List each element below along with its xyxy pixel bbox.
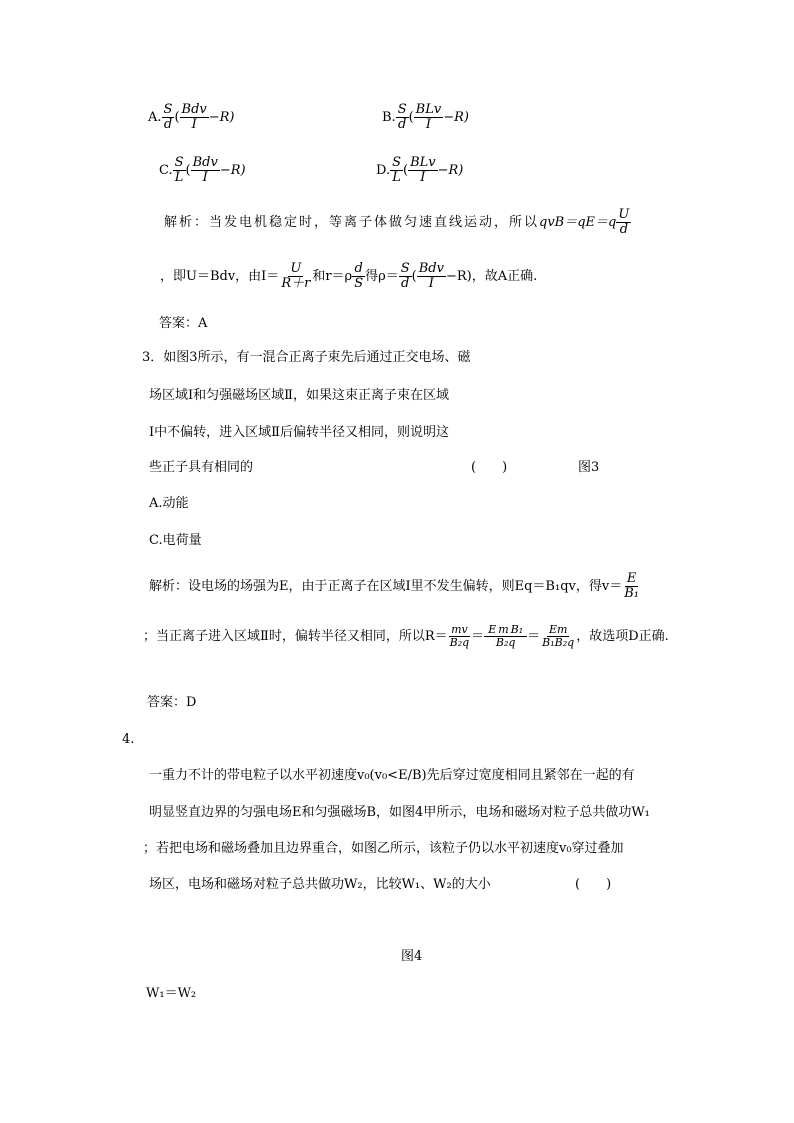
fraction: $\frac{d}{S}$ [354,261,364,291]
fraction: $\frac{E}{\text{B₁}}$ [624,571,639,601]
fraction: $\frac{\text{Bdv}}{I}$ [192,155,218,185]
fraction: $\frac{S}{L}$ [392,155,401,185]
q3-analysis-line-2: ；当正离子进入区域Ⅱ时，偏转半径又相同，所以R＝ $\frac{mv}{\text{B₂q}}$ ＝ E m B₁ B₂q ＝ $\frac{Em}{\text{B₁B₂q}}$ ，故选项D正确. [143,623,669,649]
q4-figure-label: 图4 [401,949,423,964]
fraction: $\frac{\text{BLv}}{I}$ [415,102,442,132]
fraction: $\frac{S}{d}$ [163,102,173,132]
fraction: $\frac{S}{L}$ [174,155,184,185]
fraction: E m B₁ B₂q [484,624,527,648]
fraction: $\frac{\text{Bdv}}{I}$ [181,102,207,132]
fraction: E [488,623,497,637]
fraction: $\frac{S}{d}$ [397,102,407,132]
q4-number: 4. [122,732,135,747]
q3-option-a: A.动能 [149,496,189,511]
answer-q2: 答案：A [159,316,208,331]
q3-line-4: 些正子具有相同的 [149,460,254,475]
option-a: A. $\frac{S}{d}$ ( $\frac{\text{Bdv}}{I}$ −R) [148,102,235,132]
option-c: C. $\frac{S}{L}$ ( $\frac{\text{Bdv}}{I}$ −R) [159,155,246,185]
q3-option-c: C.电荷量 [149,533,202,548]
q4-line-3: ；若把电场和磁场叠加且边界重合，如图乙所示，该粒子仍以水平初速度v₀穿过叠加 [143,841,624,856]
answer-q3: 答案：D [147,695,197,710]
fraction: $\frac{mv}{\text{B₂q}}$ [449,623,470,649]
fraction: B₁ [510,623,524,637]
q4-line-1: 一重力不计的带电粒子以水平初速度v₀(v₀<E/B)先后穿过宽度相同且紧邻在一起的有 [149,768,635,783]
q3-line-1: 3．如图3所示，有一混合正离子束先后通过正交电场、磁 [142,350,471,365]
fraction: $\frac{S}{d}$ [400,261,410,291]
fraction: $\frac{U}{R+r}$ [281,261,311,291]
q3-line-2: 场区域Ⅰ和匀强磁场区域Ⅱ，如果这束正离子束在区域 [149,388,449,403]
q3-answer-paren: ( ) [471,460,508,475]
q3-analysis-line-1: 解析：设电场的场强为E，由于正离子在区域Ⅰ里不发生偏转，则Eq＝B₁qv，得v＝ $\frac{E}{\text{B₁}}$ [149,571,639,601]
q3-line-3: Ⅰ中不偏转，进入区域Ⅱ后偏转半径又相同，则说明这 [149,425,449,440]
analysis-line-2: ，即U＝Bdv，由I＝ $\frac{U}{R+r}$ 和r＝ρ $\frac{d}{S}$ 得ρ＝ $\frac{S}{d}$ ( $\frac{\text{Bdv}}{I}$ −R)，故A正确. [160,261,538,291]
q4-line-4: 场区，电场和磁场对粒子总共做功W₂，比较W₁、W₂的大小 [149,877,491,892]
fraction: $\frac{\text{Bdv}}{I}$ [418,261,444,291]
q4-answer-paren: ( ) [575,877,612,892]
option-b: B. $\frac{S}{d}$ ( $\frac{\text{BLv}}{I}$ −R) [382,102,469,132]
analysis-line-1: 解析：当发电机稳定时，等离子体做匀速直线运动，所以qvB＝qE＝q $\frac{U}{d}$ [164,207,630,237]
fraction: $\frac{\text{BLv}}{I}$ [410,155,436,185]
fraction: $\frac{U}{d}$ [618,207,630,237]
q4-line-2: 明显竖直边界的匀强电场E和匀强磁场B，如图4甲所示，电场和磁场对粒子总共做功W₁ [149,805,650,820]
q4-option: W₁＝W₂ [146,986,197,1001]
fraction: $\frac{Em}{\text{B₁B₂q}}$ [542,623,575,649]
option-d: D. $\frac{S}{L}$ ( $\frac{\text{BLv}}{I}$ −R) [376,155,464,185]
q3-figure-label: 图3 [578,460,600,475]
